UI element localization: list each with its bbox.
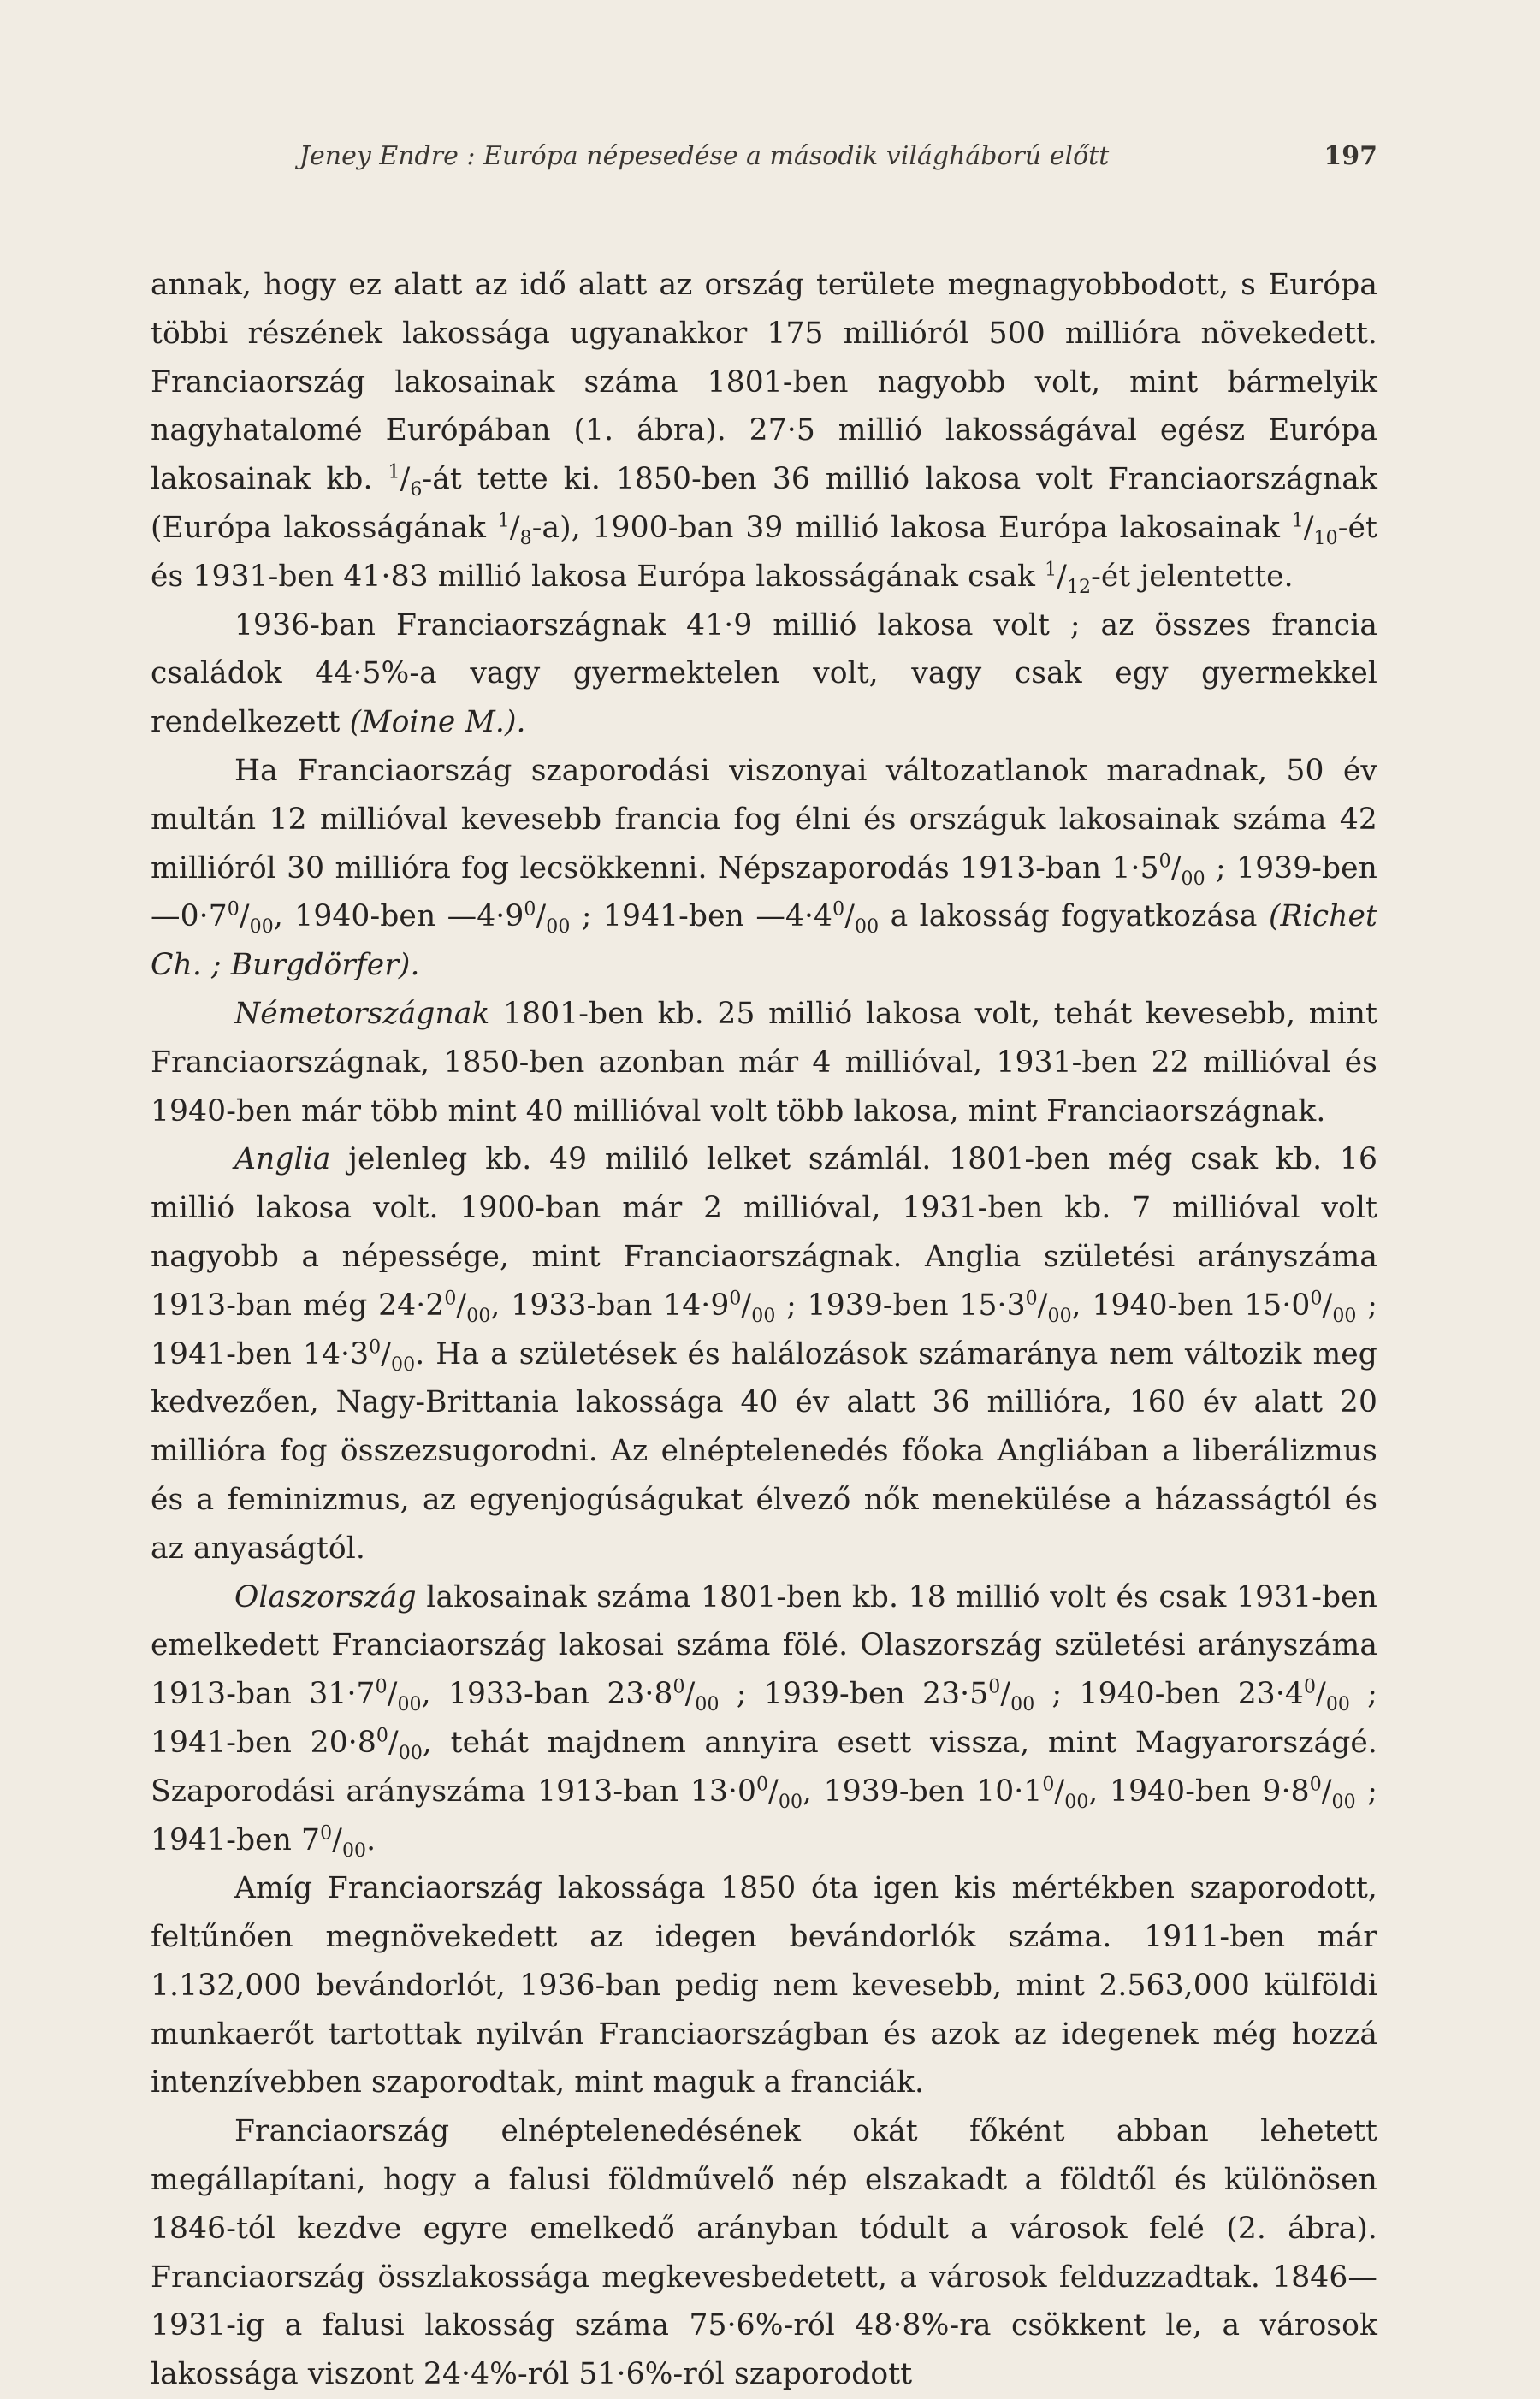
subscript: 8 [519, 527, 532, 549]
subscript: 00 [1181, 868, 1205, 890]
text-run: / [456, 1288, 467, 1323]
text-run: / [1316, 1677, 1326, 1712]
text-run: / [1000, 1677, 1011, 1712]
subscript: 6 [410, 479, 423, 501]
text-run: -ét jelentette. [1091, 559, 1294, 594]
superscript: 1 [497, 510, 510, 532]
superscript: 0 [227, 898, 240, 921]
text-run: ; 1941-ben 7 [151, 1774, 1378, 1857]
superscript: 1 [388, 461, 400, 483]
text-run: / [1054, 1774, 1065, 1809]
superscript: 0 [756, 1774, 769, 1796]
text-run: , 1933-ban 14·9 [490, 1288, 730, 1323]
text-run: / [400, 462, 411, 497]
subscript: 00 [1332, 1305, 1357, 1327]
text-run: / [741, 1288, 752, 1323]
text-run: ; 1941-ben —4·4 [570, 899, 833, 934]
superscript: 0 [320, 1822, 333, 1844]
paragraph-p1 [151, 261, 1377, 601]
superscript: 0 [832, 898, 845, 921]
text-run: / [388, 1725, 399, 1760]
text-run: Ha Franciaország szaporodási viszonyai változatlanok maradnak, 50 év multán 12 millióval kevesebb francia fog élni és országuk lakosainak száma 42 millióról 30 millióra fog lecsökkenni. Népszaporodás 1913-ban 1·5 [151, 753, 1377, 886]
text-run: ; 1941-ben 20·8 [151, 1677, 1378, 1760]
superscript: 0 [376, 1725, 388, 1747]
text-run: , tehát majdnem annyira esett vissza, mint Magyarországé. Szaporodási arányszáma 1913-ban 13·0 [151, 1725, 1378, 1809]
text-run: 1801-ben kb. 25 millió lakosa volt, tehát kevesebb, mint Franciaországnak, 1850-ben azonban már 4 millióval, 1931-ben 22 millióval és 1940-ben már több mint 40 millióval volt több lakosa, mint Franciaországnak. [151, 996, 1377, 1128]
text-run: . [366, 1822, 376, 1857]
text-run: / [1303, 510, 1314, 545]
text-run: / [844, 899, 855, 934]
paragraph-p2 [151, 601, 1377, 747]
text-run: / [1057, 559, 1067, 594]
text-run: / [239, 899, 250, 934]
text-run: Franciaország elnéptelenedésének okát főként abban lehetett megállapítani, hogy a falusi földművelő nép elszakadt a földtől és különösen 1846-tól kezdve egyre emelkedő arányban tódult a városok felé (2. ábra). Franciaország összlakossága megkevesbedetett, a városok felduzzadtak. 1846—1931-ig a falusi lakosság száma 75·6%-ról 48·8%-ra csökkent le, a városok lakossága viszont 24·4%-ról 51·6%-ról szaporodott [151, 2114, 1377, 2392]
superscript: 0 [524, 898, 536, 921]
text-run: / [1037, 1288, 1048, 1323]
text-run: lakosainak száma 1801-ben kb. 18 millió volt és csak 1931-ben emelkedett Franciaország lakosai száma fölé. Olaszország születési arányszáma 1913-ban 31·7 [151, 1579, 1377, 1712]
subscript: 00 [341, 1839, 367, 1862]
superscript: 0 [672, 1676, 685, 1698]
paragraph-p7 [151, 1864, 1377, 2107]
text-run: ; 1940-ben 23·4 [1034, 1677, 1304, 1712]
subscript: 10 [1313, 527, 1338, 549]
superscript: 0 [1025, 1288, 1038, 1310]
text-run: / [684, 1677, 696, 1712]
subscript: 00 [751, 1305, 776, 1327]
text-run: annak, hogy ez alatt az idő alatt az ország területe megnagyobbodott, s Európa többi részének lakossága ugyanakkor 175 millióról 500 millióra növekedett. Franciaország lakosainak száma 1801-ben nagyobb volt, mint bármelyik nagyhatalomé Európában (1. ábra). 27·5 millió lakosságával egész Európa lakosainak kb. [151, 268, 1377, 497]
superscript: 0 [444, 1288, 457, 1310]
text-run: 1936-ban Franciaországnak 41·9 millió lakosa volt ; az összes francia családok 44·5%-a vagy gyermektelen volt, vagy csak egy gyermekkel rendelkezett [151, 607, 1377, 740]
text-run: / [332, 1822, 342, 1857]
subscript: 00 [1064, 1791, 1089, 1813]
paragraph-p3 [151, 747, 1377, 990]
paragraph-p6 [151, 1573, 1377, 1865]
text-run: ; 1941-ben 14·3 [151, 1288, 1377, 1371]
text-run: / [1321, 1774, 1332, 1809]
superscript: 0 [988, 1676, 1001, 1698]
subscript: 12 [1066, 576, 1092, 598]
text-run: ; 1939-ben 15·3 [775, 1288, 1026, 1323]
superscript: 0 [369, 1336, 382, 1359]
text-run: / [768, 1774, 779, 1809]
superscript: 1 [1045, 559, 1057, 581]
paragraph-p4 [151, 990, 1377, 1135]
italic-run: (Moine M.). [349, 705, 526, 740]
subscript: 00 [778, 1791, 803, 1813]
running-title: Jeney Endre : Európa népesedése a második világháború előtt [299, 141, 1110, 171]
subscript: 00 [397, 1694, 422, 1715]
text-run: / [509, 510, 520, 545]
text-run: , 1940-ben 9·8 [1088, 1774, 1310, 1809]
italic-run: Olaszország [234, 1579, 417, 1614]
subscript: 00 [1331, 1791, 1356, 1813]
superscript: 0 [1303, 1676, 1317, 1698]
text-run: / [1170, 850, 1182, 886]
text-run: / [1322, 1288, 1333, 1323]
running-header [299, 141, 1377, 179]
superscript: 0 [375, 1676, 388, 1698]
superscript: 1 [1291, 510, 1304, 532]
text-run: / [536, 899, 547, 934]
paragraph-p5 [151, 1135, 1377, 1573]
text-run: , 1940-ben 15·0 [1071, 1288, 1311, 1323]
text-run: a lakosság fogyatkozása [879, 899, 1269, 934]
subscript: 00 [854, 916, 880, 939]
text-run: ; 1939-ben —0·7 [151, 850, 1377, 934]
body-text [151, 261, 1377, 2399]
italic-run: Németországnak [234, 996, 490, 1031]
superscript: 0 [1310, 1288, 1323, 1310]
text-run: ; 1939-ben 23·5 [719, 1677, 989, 1712]
text-run: jelenleg kb. 49 mililó lelket számlál. 1801-ben még csak kb. 16 millió lakosa volt. 1900-ban már 2 millióval, 1931-ben kb. 7 millióval volt nagyobb a népessége, mint Franciaországnak. Anglia születési arányszáma 1913-ban még 24·2 [151, 1142, 1377, 1323]
subscript: 00 [398, 1742, 423, 1764]
subscript: 00 [466, 1305, 491, 1327]
subscript: 00 [695, 1694, 720, 1715]
text-run: . Ha a születések és halálozások számaránya nem változik meg kedvezően, Nagy-Brittania lakossága 40 év alatt 36 millióra, 160 év alatt 20 millióra fog összezsugorodni. Az elnéptelenedés főoka Angliában a liberálizmus és a feminizmus, az egyenjogúságukat élvező nők menekülése a házasságtól és az anyaságtól. [151, 1336, 1377, 1566]
superscript: 0 [1158, 850, 1171, 873]
text-run: -a), 1900-ban 39 millió lakosa Európa lakosainak [531, 510, 1292, 545]
text-run: , 1939-ben 10·1 [803, 1774, 1043, 1809]
superscript: 0 [1042, 1774, 1055, 1796]
text-run: / [387, 1677, 398, 1712]
subscript: 00 [249, 916, 274, 939]
text-run: / [381, 1336, 392, 1371]
subscript: 00 [1325, 1694, 1351, 1715]
text-run: -át tette ki. 1850-ben 36 millió lakosa volt Franciaországnak (Európa lakosságának [151, 462, 1377, 545]
italic-run: (Richet Ch. ; Burgdörfer). [151, 899, 1377, 983]
superscript: 0 [729, 1288, 742, 1310]
paragraph-p8 [151, 2107, 1377, 2399]
italic-run: Anglia [234, 1142, 331, 1177]
page-number: 197 [1324, 141, 1377, 171]
subscript: 00 [1047, 1305, 1072, 1327]
text-run: , 1940-ben —4·9 [273, 899, 524, 934]
text-run: Amíg Franciaország lakossága 1850 óta igen kis mértékben szaporodott, feltűnően megnövekedett az idegen bevándorlók száma. 1911-ben már 1.132,000 bevándorlót, 1936-ban pedig nem kevesebb, mint 2.563,000 külföldi munkaerőt tartottak nyilván Franciaországban és azok az idegenek még hozzá intenzívebben szaporodtak, mint maguk a franciák. [151, 1871, 1377, 2100]
subscript: 00 [546, 916, 571, 939]
superscript: 0 [1309, 1774, 1322, 1796]
text-run: , 1933-ban 23·8 [421, 1677, 673, 1712]
subscript: 00 [391, 1354, 416, 1376]
subscript: 00 [1010, 1694, 1035, 1715]
text-run: -ét és 1931-ben 41·83 millió lakosa Európa lakosságának csak [151, 510, 1377, 594]
